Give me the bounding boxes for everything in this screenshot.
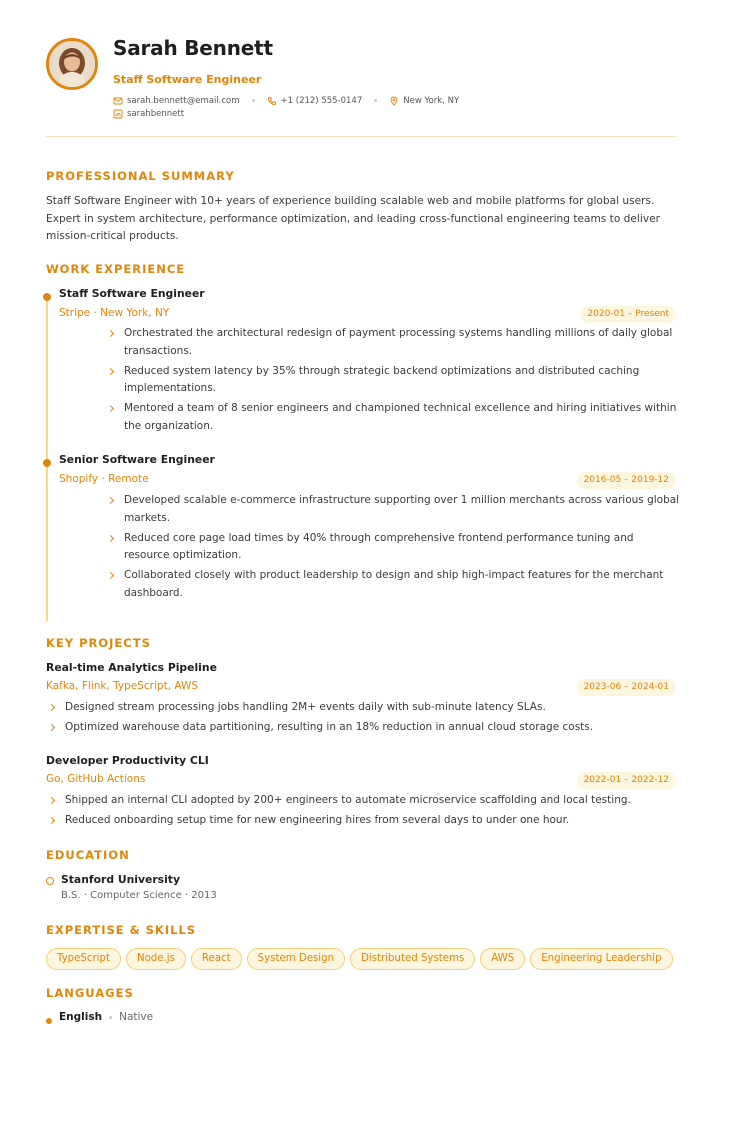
- project-date-badge: 2022-01 – 2022-12: [577, 772, 676, 789]
- location-contact: [389, 96, 459, 106]
- bullet-text: Reduced core page load times by 40% through comprehensive frontend performance tuning and resource optimization.: [124, 531, 634, 562]
- projects-heading: KEY PROJECTS: [46, 636, 151, 650]
- bullet-text: Optimized warehouse data partitioning, resulting in an 18% reduction in annual cloud storage costs.: [65, 721, 594, 734]
- education-heading: EDUCATION: [46, 848, 130, 862]
- timeline-dot: [43, 293, 51, 301]
- timeline-dot: [43, 459, 51, 467]
- language-item: [59, 1011, 153, 1023]
- candidate-headline: Staff Software Engineer: [113, 73, 262, 86]
- location-text: New York, NY: [403, 95, 460, 106]
- project-tech: Kafka, Flink, TypeScript, AWS: [46, 680, 199, 692]
- project-bullets: [46, 699, 686, 739]
- job-company-location: [59, 473, 149, 485]
- linkedin-icon: [113, 109, 123, 119]
- mail-icon: [113, 96, 123, 106]
- bullet-item: [105, 530, 680, 565]
- chevron-right-icon: [107, 572, 114, 579]
- bullet-text: Reduced system latency by 35% through strategic backend optimizations and distributed caching implementations.: [124, 364, 640, 395]
- job-company: Stripe: [59, 307, 91, 319]
- chevron-right-icon: [107, 368, 114, 375]
- bullet-item: [105, 567, 680, 602]
- bullet-text: Designed stream processing jobs handling 2M+ events daily with sub-minute latency SLAs.: [65, 701, 546, 713]
- chevron-right-icon: [48, 724, 55, 731]
- phone-text: +1 (212) 555-0147: [280, 95, 363, 106]
- bullet-text: Collaborated closely with product leadership to design and ship high-impact features for the merchant dashboard.: [124, 569, 664, 599]
- bullet-item: [105, 325, 680, 360]
- linkedin-contact[interactable]: [113, 109, 184, 119]
- job-separator: ·: [101, 473, 109, 485]
- email-contact[interactable]: [113, 96, 240, 106]
- linkedin-text: sarahbennett: [127, 108, 185, 119]
- chevron-right-icon: [107, 405, 114, 412]
- chevron-right-icon: [48, 817, 55, 824]
- bullet-item: [46, 699, 686, 717]
- job-separator: ·: [93, 307, 101, 319]
- skill-tag: AWS: [480, 948, 525, 970]
- resume-header: [46, 0, 676, 137]
- education-school: Stanford University: [61, 873, 181, 886]
- job-bullets: [105, 492, 680, 605]
- languages-heading: LANGUAGES: [46, 986, 134, 1000]
- skills-list: [46, 948, 686, 970]
- job-company-location: [59, 307, 169, 319]
- contact-separator: [374, 99, 377, 102]
- job-title: Staff Software Engineer: [59, 287, 205, 300]
- summary-text: Staff Software Engineer with 10+ years of experience building scalable web and mobile platforms for global users. Expert in system architecture, performance optimization, and leading cross-functional engineering teams to deliver mission-critical products.: [46, 195, 660, 243]
- job-date-badge: 2020-01 – Present: [580, 306, 676, 323]
- bullet-text: Reduced onboarding setup time for new engineering hires from several days to under one hour.: [65, 814, 570, 827]
- language-name: English: [59, 1011, 103, 1023]
- job-company: Shopify: [59, 473, 99, 485]
- location-pin-icon: [389, 96, 399, 106]
- chevron-right-icon: [107, 330, 114, 337]
- bullet-text: Shipped an internal CLI adopted by 200+ engineers to automate microservice scaffolding and local testing.: [65, 794, 631, 806]
- job-title: Senior Software Engineer: [59, 453, 215, 466]
- bullet-text: Mentored a team of 8 senior engineers and championed technical excellence and hiring initiatives within the organization.: [124, 402, 677, 432]
- skill-tag: System Design: [247, 948, 345, 970]
- project-date-badge: 2023-06 – 2024-01: [577, 679, 676, 696]
- job-location: Remote: [108, 473, 149, 485]
- project-name: Real-time Analytics Pipeline: [46, 661, 217, 674]
- bullet-item: [46, 719, 686, 737]
- phone-icon: [267, 96, 277, 106]
- job-date-badge: 2016-05 – 2019-12: [577, 472, 676, 489]
- skills-heading: EXPERTISE & SKILLS: [46, 923, 197, 937]
- skill-tag: Engineering Leadership: [530, 948, 672, 970]
- language-level: Native: [119, 1011, 154, 1023]
- bullet-item: [105, 492, 680, 527]
- project-name: Developer Productivity CLI: [46, 754, 209, 767]
- bullet-item: [105, 363, 680, 398]
- bullet-text: Orchestrated the architectural redesign of payment processing systems handling millions of daily global transactions.: [124, 327, 673, 357]
- skill-tag: Node.js: [126, 948, 186, 970]
- language-dot: [46, 1018, 52, 1024]
- chevron-right-icon: [48, 704, 55, 711]
- email-text: sarah.bennett@email.com: [127, 95, 240, 106]
- bullet-item: [105, 400, 680, 435]
- education-details: B.S. · Computer Science · 2013: [61, 890, 217, 901]
- language-separator: [109, 1016, 112, 1019]
- summary-heading: PROFESSIONAL SUMMARY: [46, 169, 235, 183]
- contact-separator: [252, 99, 255, 102]
- bullet-item: [46, 812, 686, 830]
- skill-tag: Distributed Systems: [350, 948, 475, 970]
- bullet-item: [46, 792, 686, 810]
- chevron-right-icon: [48, 797, 55, 804]
- skill-tag: TypeScript: [46, 948, 121, 970]
- chevron-right-icon: [107, 497, 114, 504]
- job-bullets: [105, 325, 680, 438]
- job-location: New York, NY: [100, 307, 170, 319]
- contact-info: [113, 94, 513, 120]
- resume-page: [46, 0, 680, 1023]
- project-bullets: [46, 792, 686, 832]
- avatar: [46, 38, 98, 90]
- bullet-text: Developed scalable e-commerce infrastructure supporting over 1 million merchants across various global markets.: [124, 494, 680, 524]
- candidate-name: Sarah Bennett: [113, 36, 273, 60]
- experience-heading: WORK EXPERIENCE: [46, 262, 186, 276]
- education-ring-icon: [46, 877, 54, 885]
- skill-tag: React: [191, 948, 242, 970]
- phone-contact[interactable]: [267, 96, 363, 106]
- chevron-right-icon: [107, 535, 114, 542]
- project-tech: Go, GitHub Actions: [46, 773, 146, 785]
